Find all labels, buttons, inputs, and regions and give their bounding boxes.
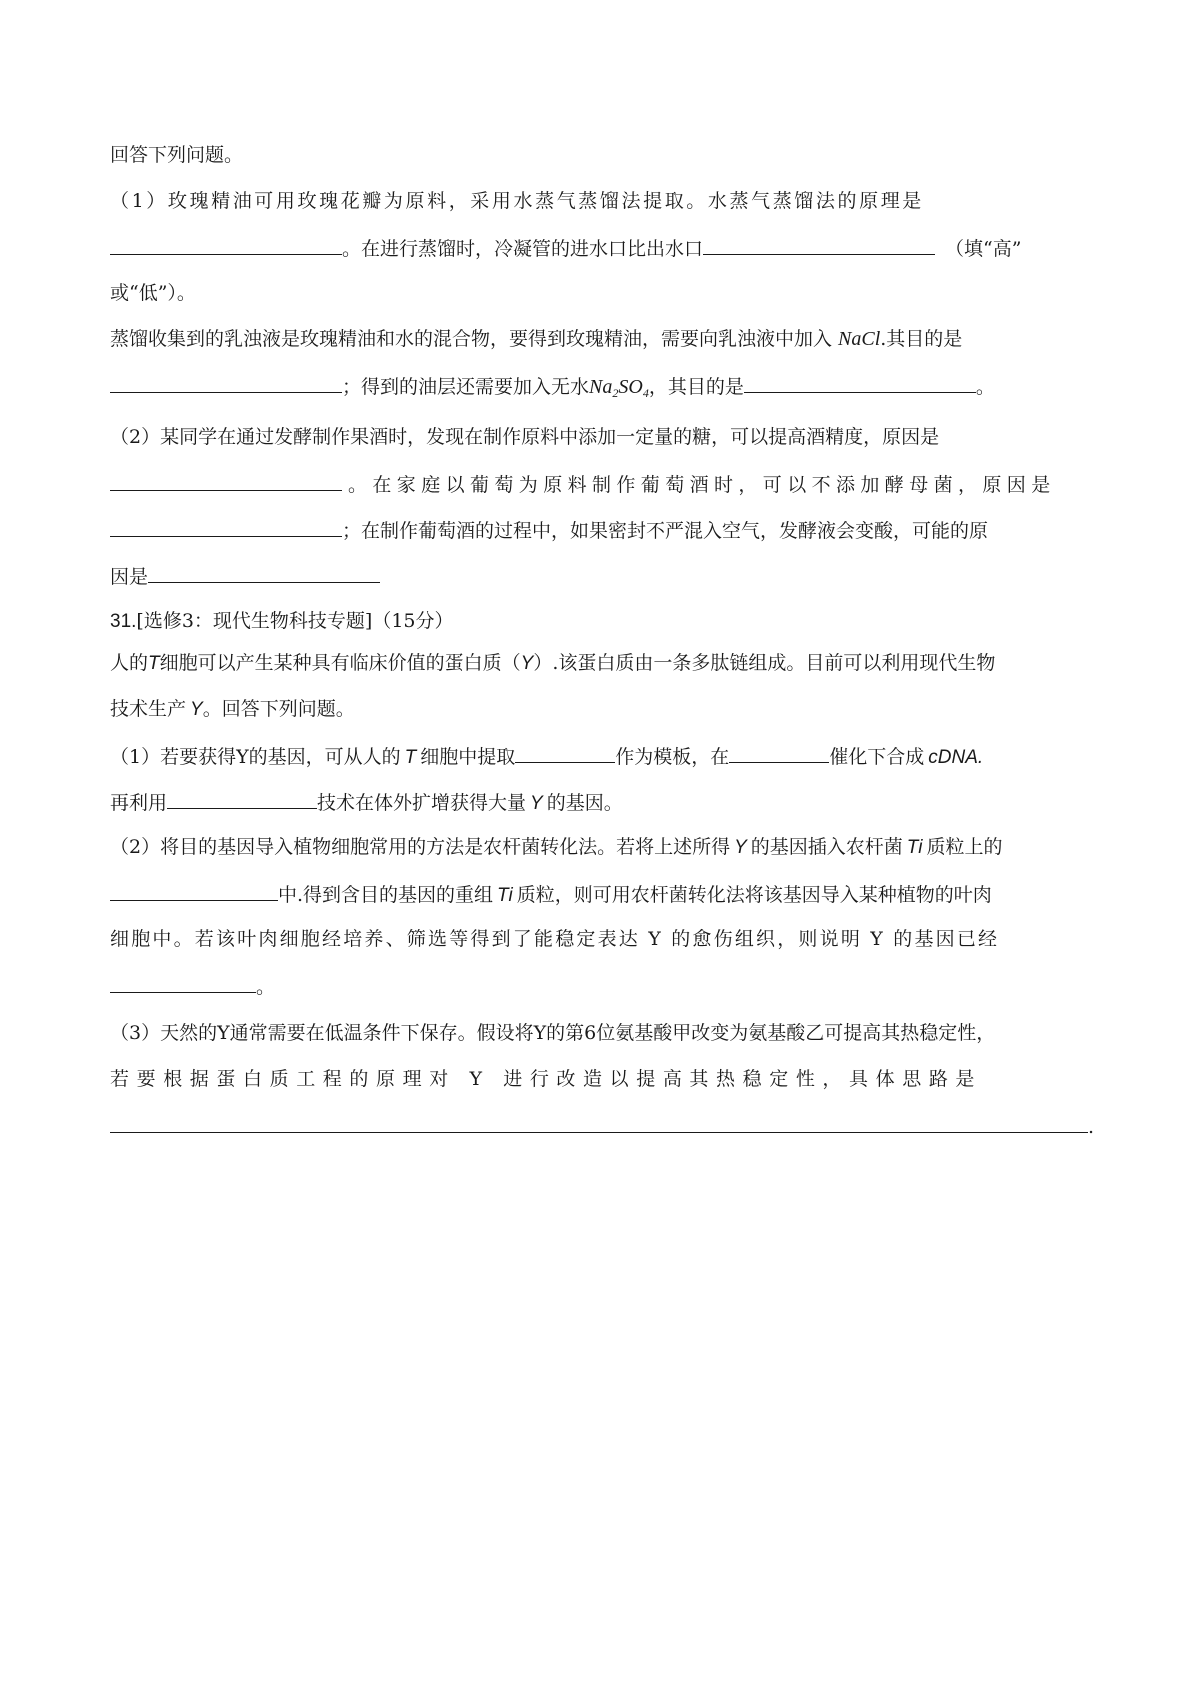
answer-blank[interactable] (167, 788, 317, 809)
q30-part2-line1: （2）某同学在通过发酵制作果酒时，发现在制作原料中添加一定量的糖，可以提高酒精度，原因是 (110, 426, 940, 448)
q31-heading: 31.[选修3：现代生物科技专题]（15分） (110, 610, 454, 632)
na2so4-formula: $Na_2SO_4$ (589, 376, 649, 400)
answer-blank[interactable] (110, 470, 342, 491)
q30-part1-line4: 蒸馏收集到的乳浊液是玫瑰精油和水的混合物，要得到玫瑰精油，需要向乳浊液中加入 NaCl.其目的是 (110, 328, 963, 350)
answer-blank[interactable] (110, 234, 342, 255)
q31-part1-line1: （1）若要获得Y的基因，可从人的 T 细胞中提取 作为模板，在 催化下合成 cDNA. (110, 742, 983, 768)
answer-blank[interactable] (515, 742, 615, 763)
q31-intro-line1: 人的T细胞可以产生某种具有临床价值的蛋白质（Y）.该蛋白质由一条多肽链组成。目前可以利用现代生物 (110, 652, 996, 674)
q31-intro-line2: 技术生产 Y。回答下列问题。 (110, 698, 355, 720)
answer-blank[interactable] (110, 972, 256, 993)
nacl-formula: NaCl (838, 328, 881, 350)
q31-part3-line1: （3）天然的Y通常需要在低温条件下保存。假设将Y的第6位氨基酸甲改变为氨基酸乙可提高其热稳定性， (110, 1022, 996, 1044)
answer-blank[interactable] (729, 742, 829, 763)
answer-blank[interactable] (744, 372, 976, 393)
q31-part2-line3: 细胞中。若该叶肉细胞经培养、筛选等得到了能稳定表达 Y 的愈伤组织，则说明 Y 的基因已经 (110, 928, 1000, 950)
q31-part3-line2: 若要根据蛋白质工程的原理对 Y 进行改造以提高其热稳定性，具体思路是 (110, 1068, 983, 1090)
q30-part1-line3: 或“低”）。 (110, 282, 196, 304)
answer-blank[interactable] (110, 516, 342, 537)
q31-part1-line2: 再利用 技术在体外扩增获得大量 Y 的基因。 (110, 788, 623, 814)
answer-blank[interactable] (148, 562, 380, 583)
q30-part2-line3: ；在制作葡萄酒的过程中，如果密封不严混入空气，发酵液会变酸，可能的原 (110, 516, 988, 542)
q30-part1-line2: 。在进行蒸馏时，冷凝管的进水口比出水口 （填“高” (110, 234, 1021, 260)
q31-part2-line1: （2）将目的基因导入植物细胞常用的方法是农杆菌转化法。若将上述所得 Y 的基因插入农杆菌 Ti 质粒上的 (110, 836, 1003, 858)
q30-part1-line5: ；得到的油层还需要加入无水$Na_2SO_4$，其目的是 。 (110, 372, 995, 398)
q30-intro: 回答下列问题。 (110, 144, 244, 166)
q31-part2-line4: 。 (110, 972, 275, 998)
q30-part2-line4: 因是 (110, 562, 380, 588)
q30-part1-line1: （1）玫瑰精油可用玫瑰花瓣为原料，采用水蒸气蒸馏法提取。水蒸气蒸馏法的原理是 (110, 190, 924, 212)
answer-blank[interactable] (110, 880, 278, 901)
answer-blank[interactable] (110, 372, 342, 393)
answer-blank[interactable] (110, 1112, 1088, 1133)
q31-part3-line3: . (110, 1112, 1094, 1138)
answer-blank[interactable] (703, 234, 935, 255)
q30-part2-line2: 。在家庭以葡萄为原料制作葡萄酒时，可以不添加酵母菌，原因是 (110, 470, 1056, 496)
q31-part2-line2: 中.得到含目的基因的重组 Ti 质粒，则可用农杆菌转化法将该基因导入某种植物的叶肉 (110, 880, 992, 906)
